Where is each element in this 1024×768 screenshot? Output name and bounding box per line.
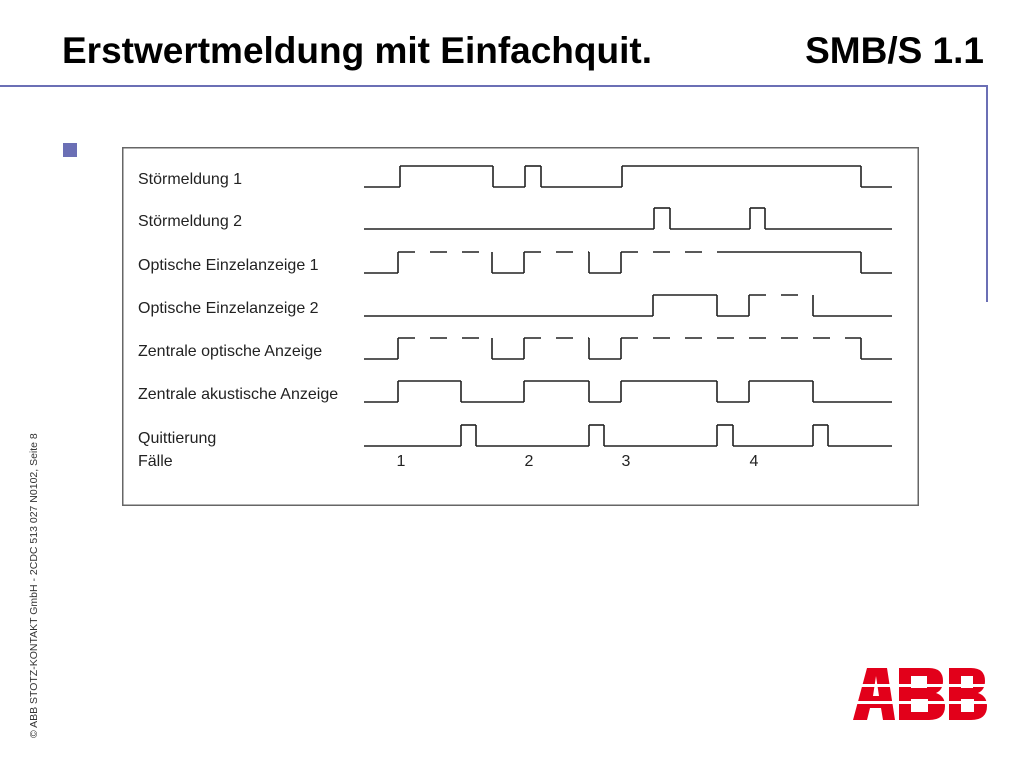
slide-title [62, 26, 984, 76]
cases-label: Fälle [138, 453, 173, 470]
case-number: 4 [749, 453, 759, 470]
product-code: SMB/S 1.1 [805, 30, 984, 71]
signal-label: Zentrale optische Anzeige [138, 343, 323, 360]
header-rule [0, 85, 988, 87]
case-number: 2 [524, 453, 534, 470]
abb-logo [853, 668, 987, 720]
square-bullet-icon [63, 143, 77, 157]
signal-label: Zentrale akustische Anzeige [138, 386, 339, 403]
signal-label: Störmeldung 1 [138, 171, 243, 188]
signal-label: Quittierung [138, 430, 217, 447]
copyright-footer: © ABB STOTZ-KONTAKT GmbH - 2CDC 513 027 N0102, Seite 8 [28, 433, 40, 738]
timing-diagram [122, 147, 919, 506]
side-rule [986, 85, 988, 302]
signal-label: Störmeldung 2 [138, 213, 243, 230]
signal-label: Optische Einzelanzeige 1 [138, 257, 319, 274]
signal-label: Optische Einzelanzeige 2 [138, 300, 319, 317]
title-text: Erstwertmeldung mit Einfachquit. [62, 30, 652, 71]
case-number: 1 [396, 453, 406, 470]
timing-diagram-svg [122, 147, 919, 506]
case-number: 3 [621, 453, 631, 470]
diagram-frame [123, 148, 919, 506]
